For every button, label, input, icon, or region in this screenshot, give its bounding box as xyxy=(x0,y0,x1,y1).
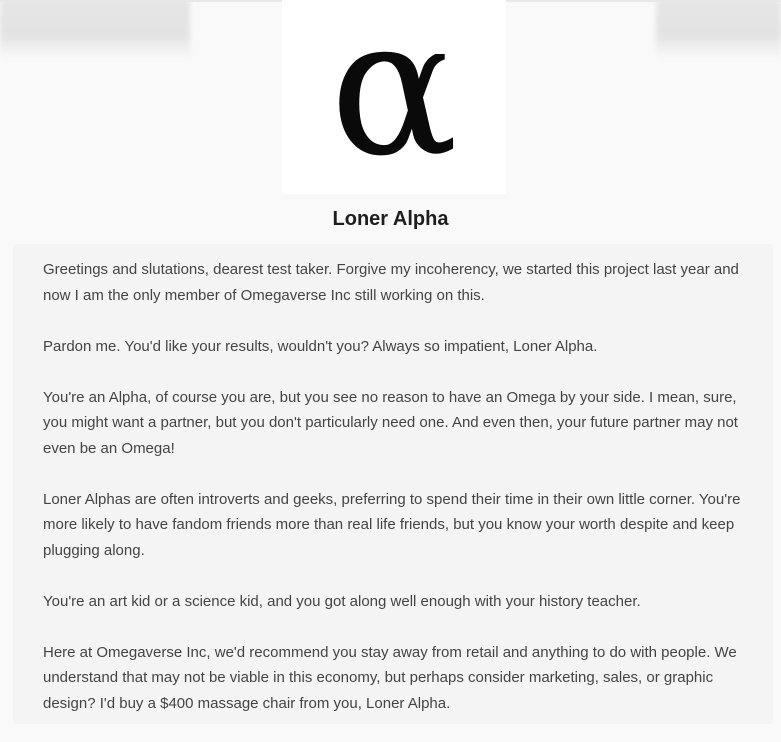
result-paragraph-alpha: You're an Alpha, of course you are, but you see no reason to have an Omega by your side. I mean, sure, you might want a partner, but you don't particularly need one. And even then, your future partner may not even be an Omega! xyxy=(43,388,738,457)
result-paragraph-pardon: Pardon me. You'd like your results, wouldn't you? Always so impatient, Loner Alpha. xyxy=(43,337,598,355)
result-description xyxy=(43,257,743,742)
decorative-shadow-left xyxy=(0,0,190,58)
result-paragraph-school: You're an art kid or a science kid, and you got along well enough with your history teacher. xyxy=(43,592,641,610)
result-paragraph-career: Here at Omegaverse Inc, we'd recommend you stay away from retail and anything to do with people. We understand that may not be viable in this economy, but perhaps consider marketing, sales, or graphic design? I'd buy a $400 massage chair from you, Loner Alpha. xyxy=(43,643,737,712)
result-paragraph-greeting: Greetings and slutations, dearest test taker. Forgive my incoherency, we started this project last year and now I am the only member of Omegaverse Inc still working on this. xyxy=(43,261,739,304)
alpha-symbol-icon: α xyxy=(329,0,459,194)
result-image xyxy=(282,0,506,194)
result-title: Loner Alpha xyxy=(332,208,449,230)
decorative-shadow-right xyxy=(656,0,781,58)
result-paragraph-traits: Loner Alphas are often introverts and geeks, preferring to spend their time in their own little corner. You're more likely to have fandom friends more than real life friends, but you know your worth despite and keep plugging along. xyxy=(43,490,741,559)
